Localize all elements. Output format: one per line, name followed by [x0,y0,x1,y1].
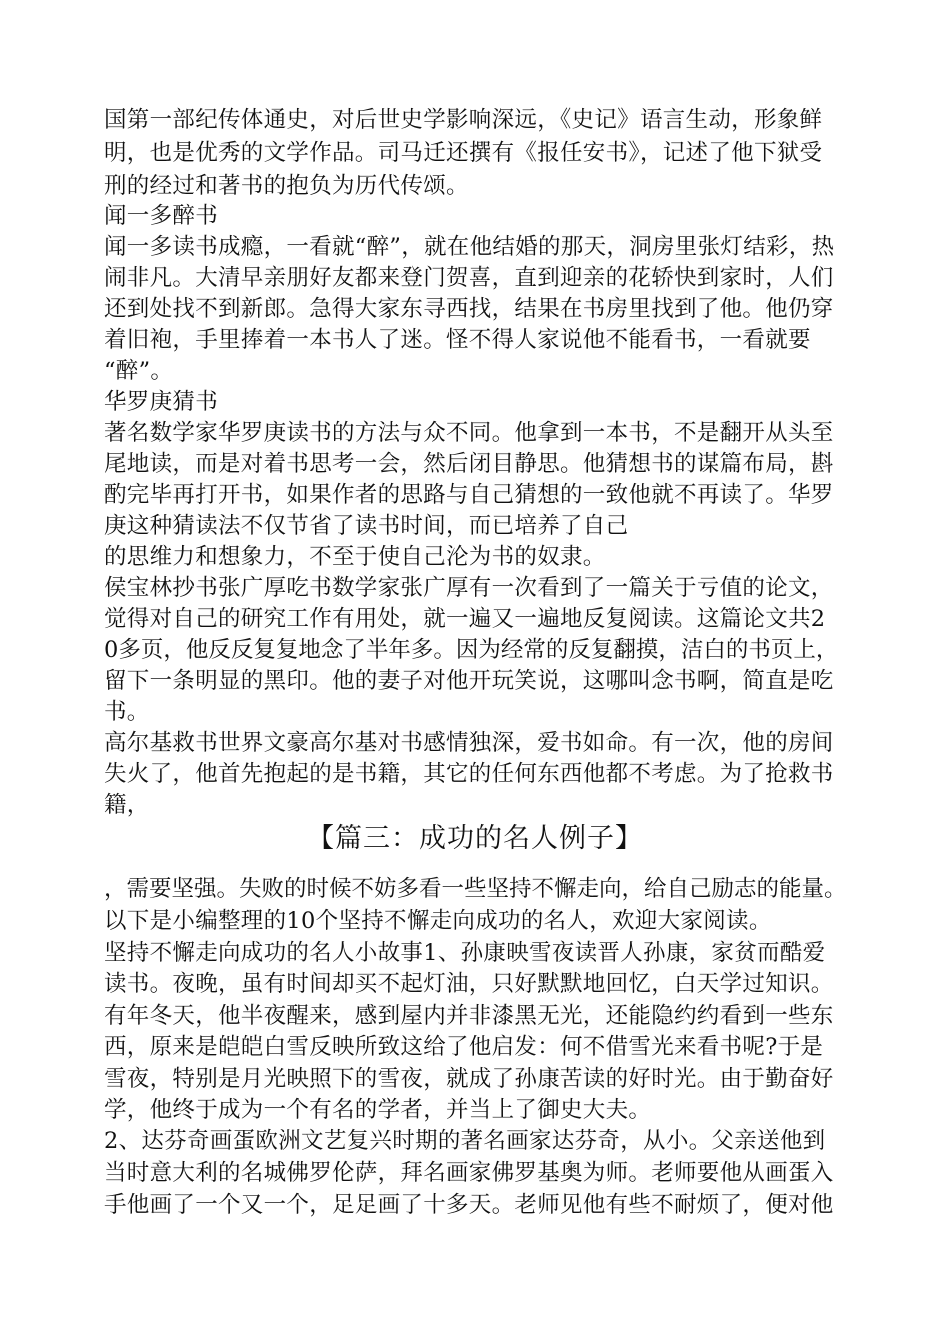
paragraph-line: 刑的经过和著书的抱负为历代传颂。 [104,173,469,199]
paragraph-line: 书。 [104,699,150,725]
paragraph-line: 的思维力和想象力，不至于使自己沦为书的奴隶。 [104,544,606,570]
paragraph-line: 侯宝林抄书张广厚吃书数学家张广厚有一次看到了一篇关于亏值的论文， [104,575,834,601]
paragraph-line: 还到处找不到新郎。急得大家东寻西找，结果在书房里找到了他。他仍穿 [104,296,834,322]
paragraph-line: ，需要坚强。失败的时候不妨多看一些坚持不懈走向，给自己励志的能量。 [104,876,847,902]
paragraph-line: 失火了，他首先抱起的是书籍，其它的任何东西他都不考虑。为了抢救书 [104,761,834,787]
section-heading: 【篇三：成功的名人例子】 [307,823,643,854]
paragraph-line: 以下是小编整理的10个坚持不懈走向成功的名人，欢迎大家阅读。 [104,908,772,934]
paragraph-line: 高尔基救书世界文豪高尔基对书感情独深，爱书如命。有一次，他的房间 [104,730,834,756]
paragraph-line: 觉得对自己的研究工作有用处，就一遍又一遍地反复阅读。这篇论文共2 [104,606,826,632]
paragraph-line: 庚这种猜读法不仅节省了读书时间，而已培养了自己 [104,513,629,539]
paragraph-line: 尾地读，而是对着书思考一会，然后闭目静思。他猜想书的谋篇布局，斟 [104,451,834,477]
paragraph-line: 2、达芬奇画蛋欧洲文艺复兴时期的著名画家达芬奇，从小。父亲送他到 [104,1128,826,1154]
paragraph-line: 坚持不懈走向成功的名人小故事1、孙康映雪夜读晋人孙康，家贫而酷爱 [104,940,826,966]
paragraph-line: 读书。夜晚，虽有时间却买不起灯油，只好默默地回忆，白天学过知识。 [104,971,834,997]
paragraph-line: 闹非凡。大清早亲朋好友都来登门贺喜，直到迎亲的花轿快到家时，人们 [104,265,834,291]
paragraph-line: 著名数学家华罗庚读书的方法与众不同。他拿到一本书，不是翻开从头至 [104,420,834,446]
paragraph-line: 有年冬天，他半夜醒来，感到屋内并非漆黑无光，还能隐约约看到一些东 [104,1003,834,1029]
subheading-wen-yiduo: 闻一多醉书 [104,203,219,229]
paragraph-line: 国第一部纪传体通史，对后世史学影响深远，《史记》语言生动，形象鲜 [104,107,823,133]
paragraph-line: 当时意大利的名城佛罗伦萨，拜名画家佛罗基奥为师。老师要他从画蛋入 [104,1160,834,1186]
paragraph-line: 酌完毕再打开书，如果作者的思路与自己猜想的一致他就不再读了。华罗 [104,482,834,508]
paragraph-line: 着旧袍，手里捧着一本书人了迷。怪不得人家说他不能看书，一看就要 [104,327,811,353]
paragraph-line: 籍， [104,792,150,818]
paragraph-line: 闻一多读书成瘾，一看就“醉”，就在他结婚的那天，洞房里张灯结彩，热 [104,234,835,260]
paragraph-line: 留下一条明显的黑印。他的妻子对他开玩笑说，这哪叫念书啊，简直是吃 [104,668,834,694]
paragraph-line: “醉”。 [104,358,174,384]
paragraph-line: 手他画了一个又一个，足足画了十多天。老师见他有些不耐烦了，便对他 [104,1192,834,1218]
paragraph-line: 学，他终于成为一个有名的学者，并当上了御史大夫。 [104,1097,652,1123]
paragraph-line: 明，也是优秀的文学作品。司马迁还撰有《报任安书》，记述了他下狱受 [104,140,823,166]
paragraph-line: 雪夜，特别是月光映照下的雪夜，就成了孙康苦读的好时光。由于勤奋好 [104,1066,834,1092]
subheading-hua-luogeng: 华罗庚猜书 [104,389,219,415]
paragraph-line: 西，原来是皑皑白雪反映所致这给了他启发：何不借雪光来看书呢?于是 [104,1034,824,1060]
paragraph-line: 0多页，他反反复复地念了半年多。因为经常的反复翻摸，洁白的书页上， [104,637,839,663]
